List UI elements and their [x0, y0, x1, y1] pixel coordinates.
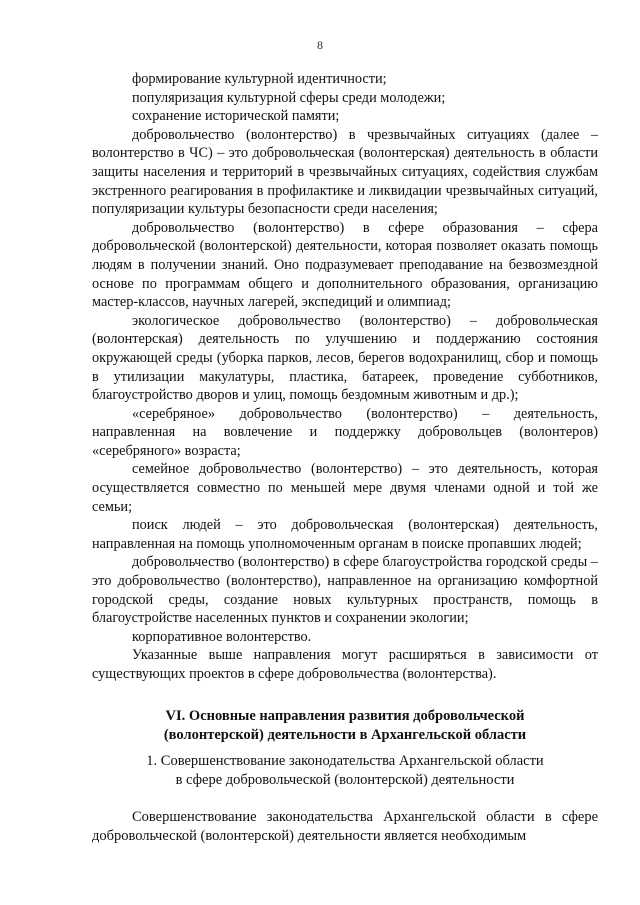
paragraph-education-volunteering: добровольчество (волонтерство) в сфере образования – сфера добровольческой (волонтерской) деятельности, которая позволяет оказать помощь людям в получении знаний. Оно подразумевает преподавание на безвозмездной основе по программам общего и дополнительного образования, организацию мастер-классов, научных лагерей, экспедиций и олимпиад;	[92, 219, 598, 311]
paragraph-emergency-volunteering: добровольчество (волонтерство) в чрезвычайных ситуациях (далее – волонтерство в ЧС) – это добровольческая (волонтерская) деятельность в области защиты населения и территорий в чрезвычайных ситуациях, содействия службам экстренного реагирования в профилактике и ликвидации чрезвычайных ситуаций, популяризации культуры безопасности среди населения;	[92, 126, 598, 218]
paragraph-urban-volunteering: добровольчество (волонтерство) в сфере благоустройства городской среды – это добровольчество (волонтерство), направленное на организацию комфортной городской среды, создание новых культурных пространств, помощь в благоустройстве населенных пунктов и сохранении экологии;	[92, 554, 598, 627]
subsection-heading-line-1: 1. Совершенствование законодательства Архангельской области	[146, 753, 544, 769]
subsection-heading-line-2: в сфере добровольческой (волонтерской) деятельности	[175, 772, 515, 788]
subsection-heading	[92, 752, 598, 790]
paragraph-cultural-identity: формирование культурной идентичности;	[132, 71, 387, 87]
section-heading-line-1: VI. Основные направления развития добровольческой	[165, 708, 525, 724]
closing-text	[92, 808, 598, 846]
section-heading	[92, 707, 598, 745]
body-text	[92, 70, 598, 684]
paragraph-culture-popularization: популяризация культурной сферы среди молодежи;	[132, 89, 446, 106]
paragraph-family-volunteering: семейное добровольчество (волонтерство) – это деятельность, которая осуществляется совместно по меньшей мере двумя членами одной и той же семьи;	[92, 461, 598, 515]
paragraph-directions-expand: Указанные выше направления могут расширяться в зависимости от существующих проектов в сфере добровольчества (волонтерства).	[92, 647, 598, 682]
paragraph-ecological-volunteering: экологическое добровольчество (волонтерство) – добровольческая (волонтерская) деятельность по улучшению и поддержанию состояния окружающей среды (уборка парков, лесов, берегов водохранилищ, сбор и помощь в утилизации макулатуры, пластика, батареек, проведение субботников, благоустройство дворов и улиц, помощь бездомным животным и др.);	[92, 312, 598, 404]
paragraph-legislation-improvement: Совершенствование законодательства Архангельской области в сфере добровольческой (волонтерской) деятельности является необходимым	[92, 809, 598, 844]
paragraph-corporate-volunteering: корпоративное волонтерство.	[132, 628, 312, 645]
page-number: 8	[317, 38, 323, 52]
paragraph-silver-volunteering: «серебряное» добровольчество (волонтерство) – деятельность, направленная на вовлечение и поддержку добровольцев (волонтеров) «серебряного» возраста;	[92, 405, 598, 459]
paragraph-people-search: поиск людей – это добровольческая (волонтерская) деятельность, направленная на помощь уполномоченным органам в поиске пропавших людей;	[92, 517, 598, 552]
section-heading-line-2: (волонтерской) деятельности в Архангельской области	[163, 727, 527, 743]
paragraph-historical-memory: сохранение исторической памяти;	[132, 108, 340, 125]
